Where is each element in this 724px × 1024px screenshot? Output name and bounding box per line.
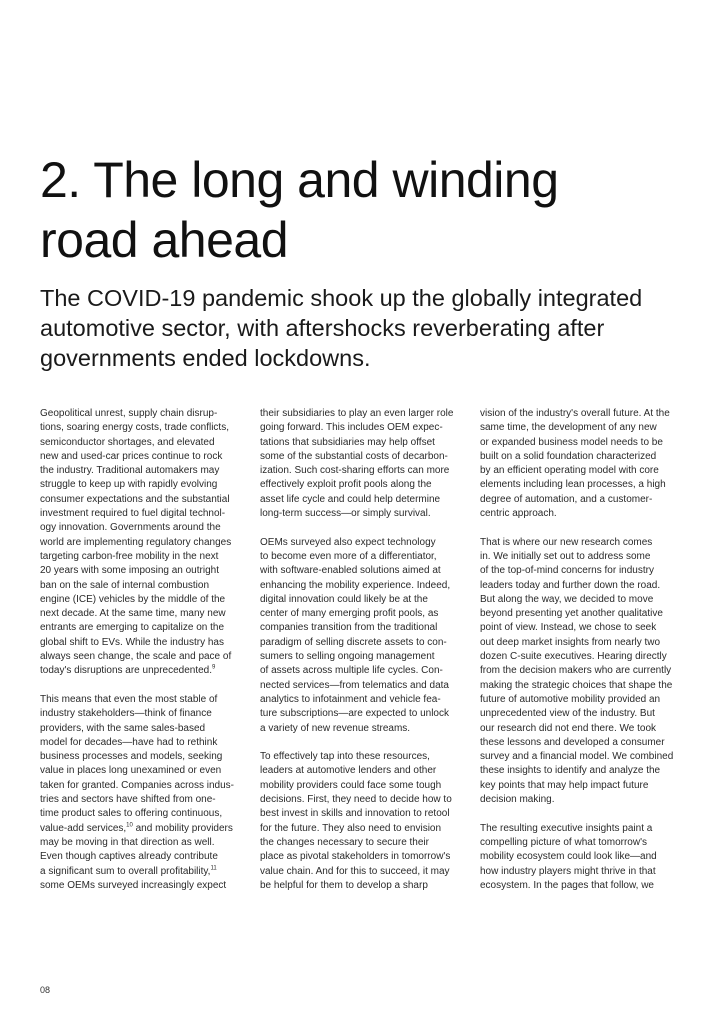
text-line: struggle to keep up with rapidly evolving xyxy=(40,479,218,491)
text-fragment: a significant sum to overall profitability, xyxy=(40,865,211,877)
paragraph xyxy=(480,822,685,893)
text-line: built on a solid foundation characterized xyxy=(480,450,657,462)
text-line: out deep market insights from nearly two xyxy=(480,636,661,648)
text-line: their subsidiaries to play an even larger role xyxy=(260,408,454,419)
text-line: point of view. Instead, we chose to seek xyxy=(480,622,657,634)
text-line: long-term success—or simply survival. xyxy=(260,508,431,520)
title-line: 2. The long and winding xyxy=(40,152,559,208)
text-line: decisions. First, they need to decide how to xyxy=(260,794,452,806)
text-line: for the future. They also need to envision xyxy=(260,822,442,834)
text-line: entrants are emerging to capitalize on the xyxy=(40,622,224,634)
paragraph xyxy=(260,536,465,736)
text-line xyxy=(40,664,245,678)
text-fragment: today's disruptions are unprecedented. xyxy=(40,665,213,677)
text-line: with software-enabled solutions aimed at xyxy=(260,565,441,577)
text-line: effectively exploit profit pools along the xyxy=(260,479,432,491)
text-line: Geopolitical unrest, supply chain disrup- xyxy=(40,408,218,419)
text-line: To effectively tap into these resources, xyxy=(260,751,430,763)
text-line: targeting carbon-free mobility in the next xyxy=(40,550,219,562)
text-line: a variety of new revenue streams. xyxy=(260,722,411,734)
text-line xyxy=(40,865,245,879)
text-line: analytics to infotainment and vehicle fea- xyxy=(260,693,441,705)
text-line: sumers to selling ongoing management xyxy=(260,651,435,663)
text-line: unprecedented view of the industry. But xyxy=(480,708,655,720)
text-line: leaders at automotive lenders and other xyxy=(260,765,437,777)
text-fragment: and mobility providers xyxy=(132,822,233,834)
text-line: time product sales to offering continuous, xyxy=(40,808,223,820)
text-line: semiconductor shortages, and elevated xyxy=(40,436,215,448)
text-line: how industry players might thrive in that xyxy=(480,865,656,877)
subtitle-line: The COVID-19 pandemic shook up the globally integrated xyxy=(40,285,643,311)
text-line: engine (ICE) vehicles by the middle of the xyxy=(40,593,226,605)
text-line: The resulting executive insights paint a xyxy=(480,822,653,834)
text-line: consumer expectations and the substantial xyxy=(40,493,230,505)
text-line: business processes and models, seeking xyxy=(40,751,223,763)
text-line: some OEMs surveyed increasingly expect xyxy=(40,879,227,891)
footnote-ref: 11 xyxy=(210,865,217,872)
text-line xyxy=(40,822,245,836)
text-line: ization. Such cost-sharing efforts can more xyxy=(260,465,450,477)
title-line: road ahead xyxy=(40,212,289,268)
page-title xyxy=(40,150,680,270)
text-line: center of many emerging profit pools, as xyxy=(260,608,439,620)
text-line: elements including lean processes, a high xyxy=(480,479,666,491)
text-line: tations that subsidiaries may help offset xyxy=(260,436,435,448)
text-line: degree of automation, and a customer- xyxy=(480,493,653,505)
text-line: tions, soaring energy costs, trade conflicts, xyxy=(40,422,229,434)
text-line: tries and sectors have shifted from one- xyxy=(40,794,216,806)
text-line: mobility providers could face some tough xyxy=(260,779,442,791)
text-line: world are implementing regulatory changes xyxy=(40,536,232,548)
text-line: model for decades—have had to rethink xyxy=(40,736,218,748)
text-line: key points that may help impact future xyxy=(480,779,649,791)
text-line: asset life cycle and could help determine xyxy=(260,493,441,505)
text-line: our research did not end there. We took xyxy=(480,722,657,734)
text-line: That is where our new research comes xyxy=(480,536,653,548)
paragraph xyxy=(40,407,245,679)
text-line: decision making. xyxy=(480,794,555,806)
text-line: dozen C-suite executives. Hearing directly xyxy=(480,651,667,663)
text-line: going forward. This includes OEM expec- xyxy=(260,422,443,434)
text-line: the industry. Traditional automakers may xyxy=(40,465,220,477)
text-line: making the strategic choices that shape the xyxy=(480,679,673,691)
text-line: digital innovation could likely be at the xyxy=(260,593,428,605)
text-line: new and used-car prices continue to rock xyxy=(40,450,223,462)
text-column-1 xyxy=(40,407,245,907)
text-line: This means that even the most stable of xyxy=(40,693,218,705)
text-column-2 xyxy=(260,407,465,907)
text-line: ogy innovation. Governments around the xyxy=(40,522,221,534)
paragraph xyxy=(480,536,685,808)
text-line: industry stakeholders—think of finance xyxy=(40,708,212,720)
text-line: centric approach. xyxy=(480,508,557,520)
text-line: some of the substantial costs of decarbon- xyxy=(260,450,448,462)
text-line: place as pivotal stakeholders in tomorrow's xyxy=(260,851,451,863)
text-line: or expanded business model needs to be xyxy=(480,436,663,448)
footnote-ref: 10 xyxy=(126,822,133,829)
text-line: mobility ecosystem could look like—and xyxy=(480,851,657,863)
paragraph xyxy=(480,407,685,521)
text-line: compelling picture of what tomorrow's xyxy=(480,836,647,848)
text-line: of the top-of-mind concerns for industry xyxy=(480,565,654,577)
page-subtitle xyxy=(40,283,690,373)
text-line: the changes necessary to secure their xyxy=(260,836,429,848)
text-line: OEMs surveyed also expect technology xyxy=(260,536,436,548)
text-line: value in places long unexamined or even xyxy=(40,765,222,777)
text-line: best invest in skills and innovation to retool xyxy=(260,808,450,820)
text-line: in. We initially set out to address some xyxy=(480,550,651,562)
text-line: investment required to fuel digital technol- xyxy=(40,508,226,520)
text-line: ecosystem. In the pages that follow, we xyxy=(480,879,654,891)
text-line: survey and a financial model. We combined xyxy=(480,751,674,763)
text-line: Even though captives already contribute xyxy=(40,851,218,863)
text-line: value chain. And for this to succeed, it may xyxy=(260,865,450,877)
text-line: companies transition from the traditional xyxy=(260,622,438,634)
text-line: paradigm of selling discrete assets to con- xyxy=(260,636,447,648)
text-line: leaders today and further down the road. xyxy=(480,579,661,591)
text-line: always seen change, the scale and pace of xyxy=(40,651,232,663)
text-line: of assets across multiple life cycles. Con- xyxy=(260,665,443,677)
text-line: global shift to EVs. While the industry has xyxy=(40,636,224,648)
text-line: to become even more of a differentiator, xyxy=(260,550,437,562)
text-line: next decade. At the same time, many new xyxy=(40,608,226,620)
footnote-ref: 9 xyxy=(212,665,216,672)
text-line: providers, with the same sales-based xyxy=(40,722,206,734)
text-line: But along the way, we decided to move xyxy=(480,593,654,605)
text-line: these insights to identify and analyze the xyxy=(480,765,661,777)
paragraph xyxy=(40,693,245,893)
text-line: these lessons and developed a consumer xyxy=(480,736,665,748)
text-line: by an efficient operating model with core xyxy=(480,465,659,477)
text-line: vision of the industry's overall future. At the xyxy=(480,408,670,419)
text-line: beyond presenting yet another qualitative xyxy=(480,608,663,620)
page-number: 08 xyxy=(40,985,51,995)
text-column-3 xyxy=(480,407,685,907)
subtitle-line: governments ended lockdowns. xyxy=(40,345,371,371)
text-line: 20 years with some imposing an outright xyxy=(40,565,219,577)
text-line: taken for granted. Companies across indus- xyxy=(40,779,234,791)
text-fragment: value-add services, xyxy=(40,822,127,834)
text-line: ture subscriptions—are expected to unlock xyxy=(260,708,449,720)
text-line: ban on the sale of internal combustion xyxy=(40,579,209,591)
paragraph xyxy=(260,750,465,893)
text-line: enhancing the mobility experience. Indeed, xyxy=(260,579,451,591)
text-line: from the decision makers who are currently xyxy=(480,665,672,677)
text-line: may be moving in that direction as well. xyxy=(40,836,215,848)
subtitle-line: automotive sector, with aftershocks reverberating after xyxy=(40,315,605,341)
text-line: same time, the development of any new xyxy=(480,422,657,434)
paragraph xyxy=(260,407,465,521)
text-line: future of automotive mobility provided an xyxy=(480,693,661,705)
text-line: be helpful for them to develop a sharp xyxy=(260,879,428,891)
text-line: nected services—from telematics and data xyxy=(260,679,449,691)
